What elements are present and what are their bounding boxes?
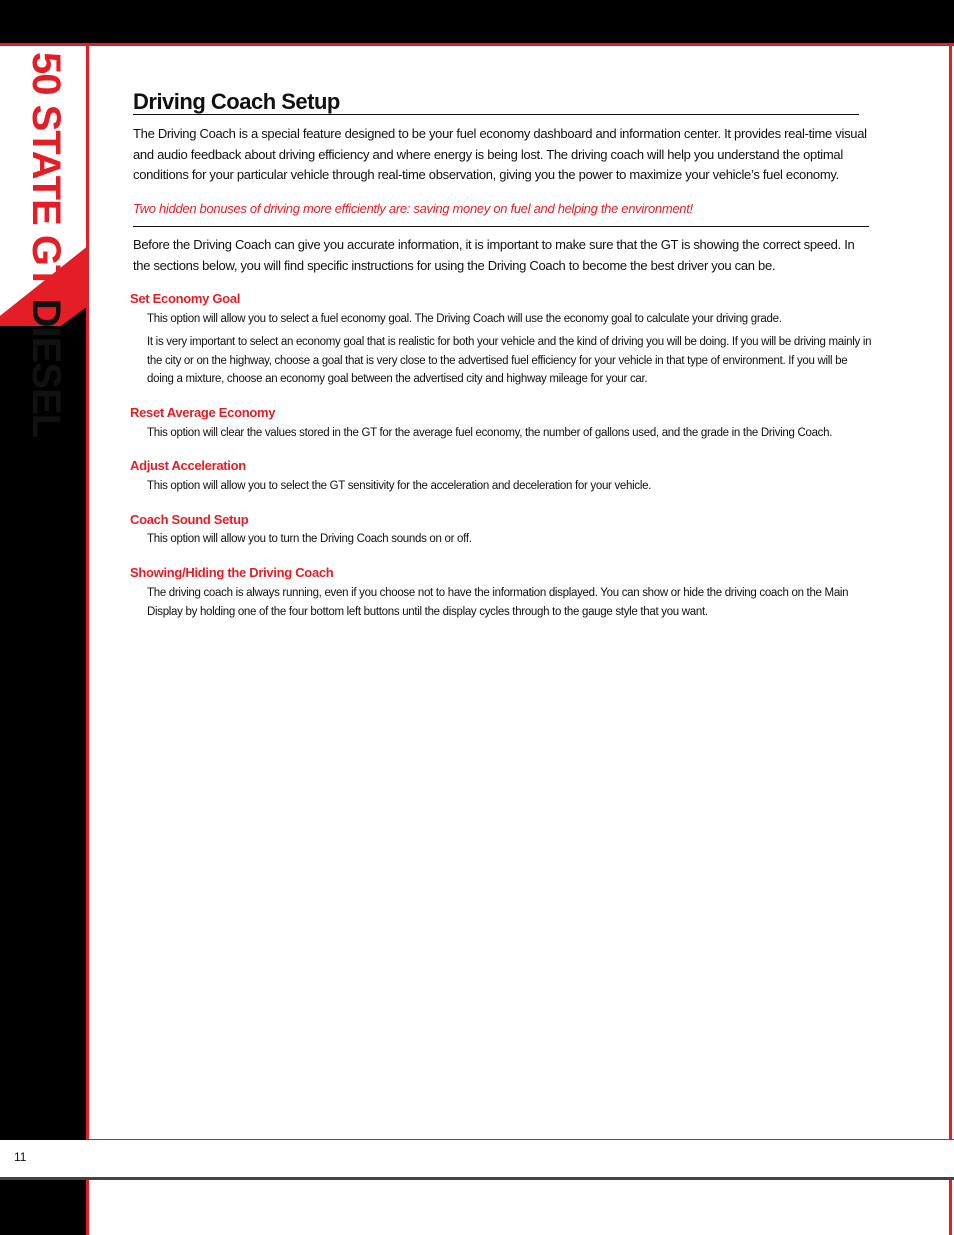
- side-accent-stripe: [86, 46, 89, 1140]
- page-number: 11: [14, 1150, 27, 1164]
- footer-accent-stripe: [86, 1180, 89, 1235]
- highlight-note: Two hidden bonuses of driving more efficiently are: saving money on fuel and helping the environment!: [133, 199, 869, 227]
- header-accent-line: [0, 43, 954, 46]
- footer-divider: [86, 1139, 954, 1140]
- section-heading-coach-sound-setup: Coach Sound Setup: [130, 512, 249, 527]
- footer-side-panel: [0, 1180, 86, 1235]
- right-accent-stripe: [949, 46, 952, 1140]
- footer-bar: [0, 1177, 954, 1180]
- brand-part-2: DIESEL: [24, 298, 68, 438]
- brand-part-1: 50 STATE GT: [24, 52, 68, 289]
- section-heading-showing-hiding: Showing/Hiding the Driving Coach: [130, 565, 334, 580]
- section-heading-reset-average-economy: Reset Average Economy: [130, 405, 276, 420]
- before-paragraph: Before the Driving Coach can give you accurate information, it is important to make sure that the GT is showing the correct speed. In the sections below, you will find specific instructions for using the Driving Coach to become the best driver you can be.: [133, 237, 855, 273]
- intro-paragraph: The Driving Coach is a special feature designed to be your fuel economy dashboard and information center. It provides real-time visual and audio feedback about driving efficiency and where energy is being lost. The driving coach will help you understand the optimal conditions for your particular vehicle through real-time observation, giving you the power to maximize your vehicle’s fuel economy.: [133, 126, 867, 182]
- section-text: The driving coach is always running, even if you choose not to have the information displayed. You can show or hide the driving coach on the Main Display by holding one of the four bottom left buttons until the display cycles through to the gauge style that you want.: [147, 587, 849, 618]
- footer-right-accent-stripe: [949, 1180, 952, 1235]
- section-text: This option will clear the values stored in the GT for the average fuel economy, the number of gallons used, and the grade in the Driving Coach.: [147, 427, 833, 439]
- section-text: This option will allow you to select a fuel economy goal. The Driving Coach will use the economy goal to calculate your driving grade.: [147, 313, 782, 325]
- page-title: Driving Coach Setup: [133, 86, 859, 115]
- section-heading-adjust-acceleration: Adjust Acceleration: [130, 458, 246, 473]
- section-text: It is very important to select an economy goal that is realistic for both your vehicle and the kind of driving you will be doing. If you will be driving mainly in the city or on the highway, choose a goal that is very close to the advertised fuel efficiency for your vehicle in that type of environment. If you will be doing a mixture, choose an economy goal between the advertised city and highway mileage for your car.: [147, 336, 872, 385]
- section-heading-set-economy-goal: Set Economy Goal: [130, 291, 241, 306]
- header-bar: [0, 0, 954, 43]
- section-text: This option will allow you to turn the Driving Coach sounds on or off.: [147, 533, 472, 545]
- brand-logo: [26, 52, 66, 437]
- section-text: This option will allow you to select the GT sensitivity for the acceleration and deceleration for your vehicle.: [147, 480, 652, 492]
